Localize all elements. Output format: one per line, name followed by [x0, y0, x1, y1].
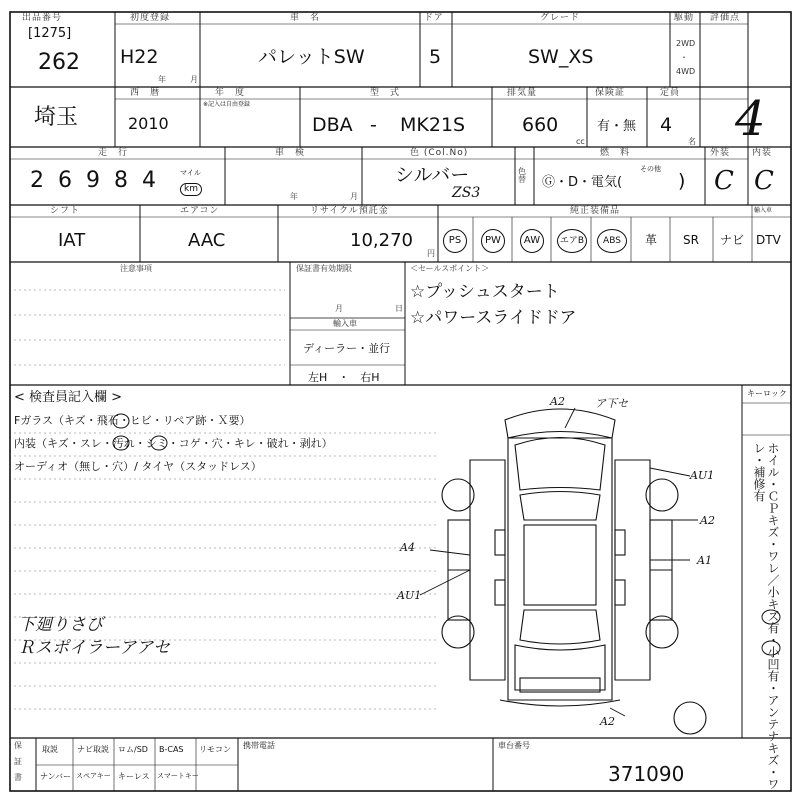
sales-point-1: ☆プッシュスタート	[410, 282, 560, 302]
month-unit: 月	[190, 75, 198, 84]
mark-right-au1: AU1	[690, 469, 715, 482]
chassis-number: 371090	[608, 762, 685, 786]
color-change: 色替	[518, 167, 526, 184]
handwritten-note-2: Ｒスポイラーアアセ	[18, 638, 170, 658]
sales-point-2: ☆パワースライドドア	[410, 308, 577, 328]
mileage-digit: 6	[58, 168, 86, 193]
aircon-value: AAC	[188, 230, 226, 251]
import-sub-label: 輸入車	[333, 319, 357, 328]
fuel-label: 燃 料	[600, 148, 631, 158]
equipment-dtv: DTV	[756, 233, 781, 247]
warranty-day: 日	[395, 304, 403, 313]
region: 埼玉	[34, 105, 79, 130]
grade-value: SW_XS	[528, 46, 594, 68]
insurance-value: 有・無	[597, 119, 637, 134]
insurance-label: 保険証	[595, 88, 626, 98]
inspection-label: 車 検	[275, 148, 306, 158]
footer-cell-plate: ナンバー	[40, 772, 72, 781]
first-reg-era: H22	[120, 46, 159, 68]
drive-4wd: 4WD	[676, 67, 696, 76]
displacement-label: 排気量	[507, 88, 538, 98]
footer-cell-keyless: キーレス	[118, 772, 150, 781]
mark-rear-a2: A2	[600, 715, 615, 728]
equipment-aw: AW	[520, 229, 544, 253]
chassis-label: 車台番号	[498, 741, 530, 750]
western-year: 2010	[128, 114, 169, 133]
shift-value: IAT	[58, 230, 86, 251]
mileage-label: 走 行	[98, 148, 129, 158]
inspection-line-3: オーディオ（無し・穴）/ タイヤ（スタッドレス）	[14, 460, 262, 473]
drive-dot: ・	[680, 53, 688, 62]
footer-cell-navi-manual: ナビ取説	[77, 745, 109, 754]
door-label: ドア	[424, 13, 444, 23]
sales-label: ＜セールスポイント＞	[410, 264, 490, 273]
first-reg-label: 初度登録	[130, 13, 171, 23]
ext-label: 外装	[710, 148, 731, 158]
footer-cell-remote: リモコン	[199, 745, 231, 754]
equipment-label: 純正装備品	[570, 206, 621, 216]
lot-label: 出品番号	[22, 13, 63, 23]
footer-side-1: 保	[14, 741, 22, 750]
model-code: MK21S	[400, 114, 466, 136]
western-year-label: 西 暦	[130, 88, 161, 98]
footer-cell-rom: ロム/SD	[118, 745, 148, 754]
color-label: 色 (Col.No)	[410, 148, 469, 158]
drive-2wd: 2WD	[676, 39, 696, 48]
notes-label: 注意事項	[120, 264, 152, 273]
equipment-sunroof: SR	[683, 233, 699, 247]
footer-cell-smart-key: スマートキー	[157, 772, 199, 780]
door-count: 5	[429, 46, 442, 68]
footer-side-2: 証	[14, 757, 22, 766]
score-label: 評価点	[710, 13, 741, 23]
keyless-label: キーロック	[747, 389, 787, 398]
capacity-label: 定員	[660, 88, 681, 98]
footer-mobile-label: 携帯電話	[243, 741, 275, 750]
mark-front-note: ア下セ	[595, 397, 628, 410]
footer-cell-manual: 取説	[42, 745, 58, 754]
side-vertical-text: ホイル・ＣＰキズ・ワレ／小キズ有・小凹有・アンテナキズ・ワレ・補修有	[752, 442, 780, 790]
steering-value: 左H ・ 右H	[308, 371, 380, 384]
displacement: 660	[522, 114, 559, 136]
score-value: 4	[735, 91, 766, 147]
model-dash: -	[370, 114, 377, 136]
mark-left-a4: A4	[400, 541, 415, 554]
capacity-value: 4	[660, 114, 673, 136]
fuel-close: )	[678, 170, 686, 192]
mark-right-a1: A1	[697, 554, 712, 567]
mileage-digit: 2	[30, 168, 58, 193]
recycle-label: リサイクル預託金	[310, 206, 389, 216]
mileage-digits	[30, 170, 170, 192]
type-label: 型 式	[370, 88, 401, 98]
inspection-year: 年	[290, 192, 298, 201]
displacement-unit: cc	[576, 137, 585, 146]
lot-number: 262	[38, 50, 80, 75]
footer-cell-bcas: B-CAS	[159, 745, 184, 754]
equipment-pw: PW	[481, 229, 505, 253]
handwritten-note-1: 下廻りさび	[18, 615, 103, 635]
mileage-digit: 8	[114, 168, 142, 193]
footer-side-3: 書	[14, 773, 22, 782]
import-label: 輸入車	[754, 207, 773, 214]
type-note: ※記入は自由登録	[203, 101, 251, 108]
car-diagram	[442, 409, 706, 734]
car-name: パレットSW	[258, 46, 365, 68]
fuel-value: Ⓖ・D・電気(	[542, 175, 623, 190]
int-grade: C	[754, 166, 774, 196]
capacity-unit: 名	[688, 137, 696, 146]
car-name-label: 車 名	[290, 13, 321, 23]
ext-grade: C	[714, 166, 734, 196]
color-value: シルバー	[395, 164, 470, 186]
footer-cell-spare-key: スペアキー	[76, 772, 111, 780]
dealer-value: ディーラー・並行	[303, 342, 391, 355]
inspection-line-1: Fガラス（キズ・飛石・ヒビ・リペア跡・Ｘ要）	[14, 414, 251, 427]
recycle-unit: 円	[427, 249, 435, 258]
warranty-label: 保証書有効期限	[296, 264, 352, 273]
mark-left-au1: AU1	[397, 589, 422, 602]
equipment-navi: ナビ	[720, 233, 745, 247]
equipment-abs: ABS	[597, 229, 627, 253]
int-label: 内装	[752, 148, 773, 158]
warranty-month: 月	[335, 304, 343, 313]
color-code: ZS3	[452, 185, 481, 201]
mark-front-a2: A2	[550, 395, 565, 408]
mark-right-a2: A2	[700, 514, 715, 527]
equipment-leather: 革	[645, 233, 658, 247]
mileage-digit: 9	[86, 168, 114, 193]
year-unit: 年	[158, 75, 166, 84]
grade-label: グレード	[540, 13, 581, 23]
aircon-label: エアコン	[180, 206, 220, 216]
equipment-airbag: エアB	[557, 229, 587, 253]
lot-bracket: [1275]	[28, 26, 72, 41]
model-prefix: DBA	[312, 114, 353, 136]
drive-label: 駆動	[674, 13, 695, 23]
mileage-digit: 4	[142, 168, 170, 193]
mile-label: マイル	[180, 169, 201, 177]
equipment-ps: PS	[443, 229, 467, 253]
model-year-label: 年 度	[215, 88, 246, 98]
fuel-other: その他	[640, 165, 661, 173]
recycle-value: 10,270	[350, 230, 413, 251]
inspection-line-2: 内装（キズ・スレ・汚れ・シミ・コゲ・穴・キレ・破れ・剥れ）	[14, 437, 333, 450]
shift-label: シフト	[50, 206, 81, 216]
inspection-month: 月	[350, 192, 358, 201]
km-label: km	[180, 183, 202, 196]
inspector-label: < 検査員記入欄 >	[14, 390, 123, 405]
